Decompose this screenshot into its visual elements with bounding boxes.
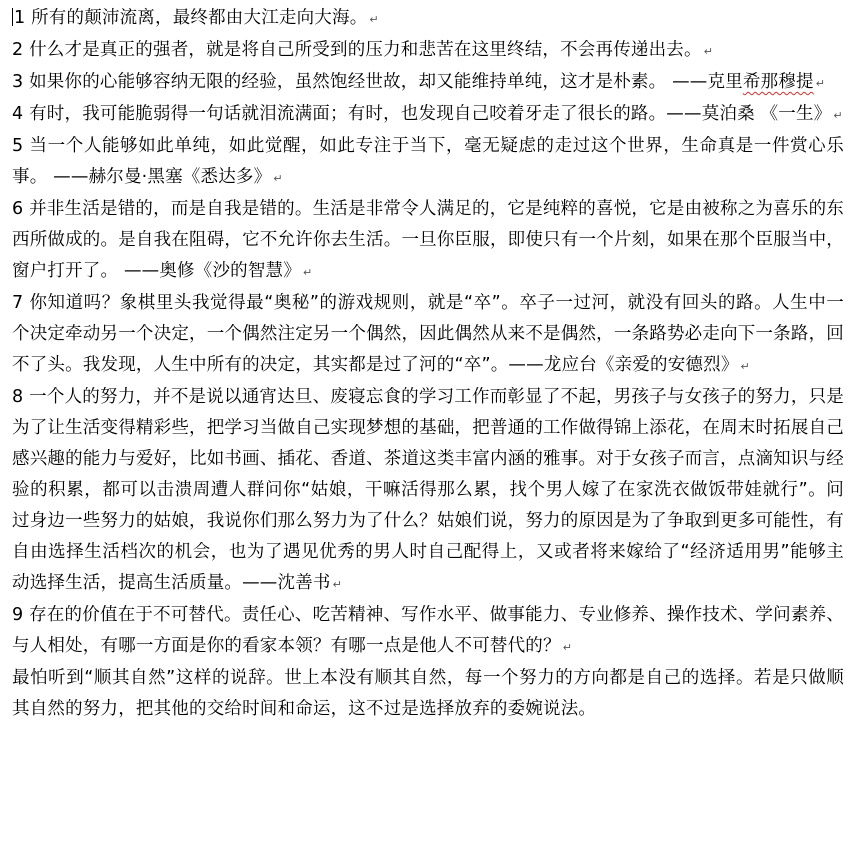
paragraph-mark-icon: ↵ — [369, 13, 379, 26]
paragraph-mark-icon: ↵ — [815, 77, 826, 90]
paragraph-mark-icon: ↵ — [833, 109, 843, 122]
paragraph-mark-icon: ↵ — [302, 266, 313, 279]
paragraph-number: 3 — [12, 72, 24, 92]
paragraph-number: 5 — [12, 136, 24, 156]
paragraph-8[interactable] — [12, 382, 844, 600]
paragraph-5[interactable] — [12, 131, 844, 194]
paragraph-2[interactable] — [12, 35, 844, 67]
paragraph-text: 如果你的心能够容纳无限的经验，虽然饱经世故，却又能维持单纯，这才是朴素。 ——克里 — [29, 72, 743, 92]
paragraph-6[interactable] — [12, 194, 844, 288]
paragraph-number: 6 — [12, 199, 24, 219]
paragraph-text: 所有的颠沛流离，最终都由大江走向大海。 — [31, 8, 368, 28]
paragraph-text: 最怕听到“顺其自然”这样的说辞。世上本没有顺其自然，每一个努力的方向都是自己的选择。若是只做顺其自然的努力，把其他的交给时间和命运，这不过是选择放弃的委婉说法。 — [12, 668, 844, 719]
paragraph-text: 有时，我可能脆弱得一句话就泪流满面；有时，也发现自己咬着牙走了很长的路。——莫泊桑 《一生》 — [29, 104, 832, 124]
paragraph-4[interactable] — [12, 99, 844, 131]
paragraph-number: 9 — [12, 605, 24, 625]
document-page[interactable] — [12, 3, 844, 725]
paragraph-mark-icon: ↵ — [332, 578, 343, 591]
paragraph-7[interactable] — [12, 288, 844, 382]
paragraph-mark-icon: ↵ — [562, 641, 573, 654]
paragraph-number: 1 — [14, 8, 26, 28]
paragraph-text: 一个人的努力，并不是说以通宵达旦、废寝忘食的学习工作而彰显了不起，男孩子与女孩子的努力，只是为了让生活变得精彩些，把学习当做自己实现梦想的基础，把普通的工作做得锦上添花，在周末时拓展自己感兴趣的能力与爱好，比如书画、插花、香道、茶道这类丰富内涵的雅事。对于女孩子而言，点滴知识与经验的积累，都可以击溃周遭人群问你“姑娘，干嘛活得那么累，找个男人嫁了在家洗衣做饭带娃就行”。问过身边一些努力的姑娘，我说你们那么努力为了什么？姑娘们说，努力的原因是为了争取到更多可能性，有自由选择生活档次的机会，也为了遇见优秀的男人时自己配得上，又或者将来嫁给了“经济适用男”能够主动选择生活，提高生活质量。——沈善书 — [12, 387, 844, 593]
paragraph-number: 2 — [12, 40, 24, 60]
paragraph-text: 你知道吗？象棋里头我觉得最“奥秘”的游戏规则，就是“卒”。卒子一过河，就没有回头的路。人生中一个决定牵动另一个决定，一个偶然注定另一个偶然，因此偶然从来不是偶然，一条路势必走向下一条路，回不了头。我发现，人生中所有的决定，其实都是过了河的“卒”。——龙应台《亲爱的安德烈》 — [12, 293, 844, 375]
paragraph-mark-icon: ↵ — [703, 45, 714, 58]
paragraph-9[interactable] — [12, 600, 844, 663]
paragraph-3[interactable] — [12, 67, 844, 99]
text-cursor — [12, 8, 13, 26]
paragraph-text: 当一个人能够如此单纯，如此觉醒，如此专注于当下，毫无疑虑的走过这个世界，生命真是一件赏心乐事。 ——赫尔曼·黑塞《悉达多》 — [12, 136, 844, 187]
paragraph-mark-icon: ↵ — [740, 360, 750, 373]
paragraph-1[interactable] — [12, 3, 844, 35]
paragraph-text: 存在的价值在于不可替代。责任心、吃苦精神、写作水平、做事能力、专业修养、操作技术、学问素养、与人相处，有哪一方面是你的看家本领？有哪一点是他人不可替代的？ — [12, 605, 844, 656]
paragraph-number: 8 — [12, 387, 24, 407]
paragraph-number: 7 — [12, 293, 24, 313]
paragraph-10[interactable] — [12, 663, 844, 725]
paragraph-text: 并非生活是错的，而是自我是错的。生活是非常令人满足的，它是纯粹的喜悦，它是由被称之为喜乐的东西所做成的。是自我在阻碍，它不允许你去生活。一旦你臣服，即使只有一个片刻，如果在那个臣服当中，窗户打开了。 ——奥修《沙的智慧》 — [12, 199, 844, 281]
paragraph-mark-icon: ↵ — [273, 172, 283, 185]
paragraph-number: 4 — [12, 104, 24, 124]
spellcheck-marked-text[interactable]: 希那穆提 — [742, 72, 814, 92]
paragraph-text: 什么才是真正的强者，就是将自己所受到的压力和悲苦在这里终结，不会再传递出去。 — [29, 40, 702, 60]
